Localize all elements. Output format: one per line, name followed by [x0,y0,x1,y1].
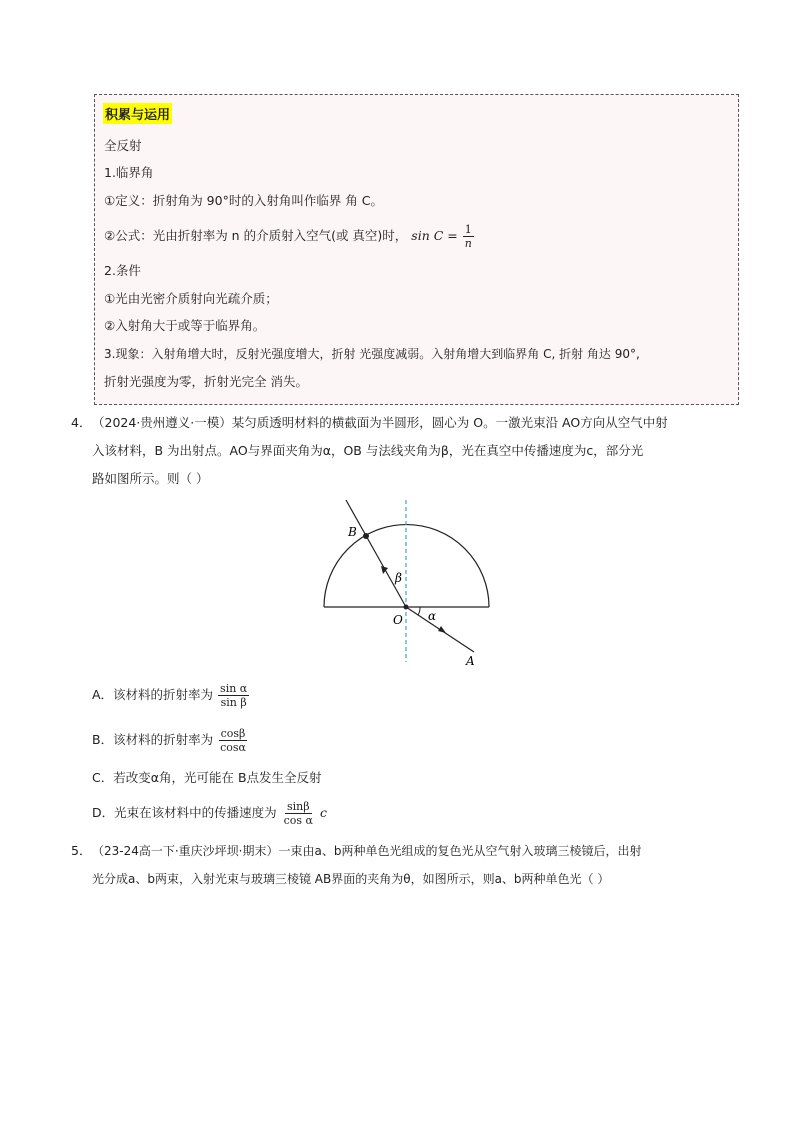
label-alpha: α [428,609,437,623]
option-b-num: cosβ [220,727,246,740]
formula-lhs: sin C = [411,228,458,243]
box-line-critical-angle: 1.临界角 [104,165,154,180]
box-title: 积累与运用 [103,103,172,124]
option-a-den: sin β [220,696,247,709]
q4-option-a[interactable] [92,682,250,709]
option-d-suffix: c [319,805,327,820]
option-b-den: cosα [220,741,246,754]
q4-line-3: 路如图所示。则（ ） [92,471,209,486]
q4-line-1: （2024·贵州遵义·一模）某匀质透明材料的横截面为半圆形，圆心为 O。一激光束沿 AO方向从空气中射 [92,415,668,430]
box-line-conditions: 2.条件 [104,263,141,278]
refracted-ray [346,500,406,607]
option-a-text: A．该材料的折射率为 [92,687,214,702]
q4-option-b[interactable] [92,727,249,754]
q4-number: 4． [71,415,92,430]
point-O [404,605,409,610]
option-a-num: sin α [220,682,248,695]
incident-arrow [438,626,446,633]
formula-denominator: n [464,237,472,250]
q4-option-d[interactable] [92,800,327,827]
label-beta: β [395,571,402,585]
q5-line-2: 光分成a、b两束，入射光束与玻璃三棱镜 AB界面的夹角为θ，如图所示，则a、b两种单色光（ ） [92,872,610,886]
q5-number: 5． [71,843,92,858]
option-a-fraction [218,682,249,709]
box-line-phenomenon: 3.现象：入射角增大时，反射光强度增大，折射 光强度减弱。入射角增大到临界角 C, 折射 角达 90°, [104,347,640,361]
box-line-total-reflection: 全反射 [104,138,142,153]
alpha-arc [418,607,420,615]
q4-option-c[interactable]: C．若改变α角，光可能在 B点发生全反射 [92,770,322,785]
q5-line-1: （23-24高一下·重庆沙坪坝·期末）一束由a、b两种单色光组成的复色光从空气射入玻璃三棱镜后，出射 [92,844,642,858]
point-B [363,533,369,539]
option-d-den: cos α [283,814,313,827]
q4-line-2: 入该材料，B 为出射点。AO与界面夹角为α，OB 与法线夹角为β，光在真空中传播速度为c，部分光 [92,443,644,458]
label-A: A [466,654,475,668]
box-line-condition-2: ②入射角大于或等于临界角。 [104,318,266,333]
formula-text: ②公式：光由折射率为 n 的介质射入空气(或 真空)时， [104,228,408,243]
label-O: O [393,613,403,627]
label-B: B [348,525,357,539]
formula-numerator: 1 [464,223,472,236]
option-b-text: B．该材料的折射率为 [92,732,214,747]
box-line-definition: ①定义：折射角为 90°时的入射角叫作临界 角 C。 [104,193,384,208]
box-line-phenomenon-2: 折射光强度为零，折射光完全 消失。 [104,374,308,389]
box-line-condition-1: ①光由光密介质射向光疏介质； [104,291,278,306]
option-d-num: sinβ [287,800,310,813]
option-d-text: D．光束在该材料中的传播速度为 [92,805,277,820]
option-b-fraction [218,727,248,754]
option-d-fraction [282,800,315,827]
